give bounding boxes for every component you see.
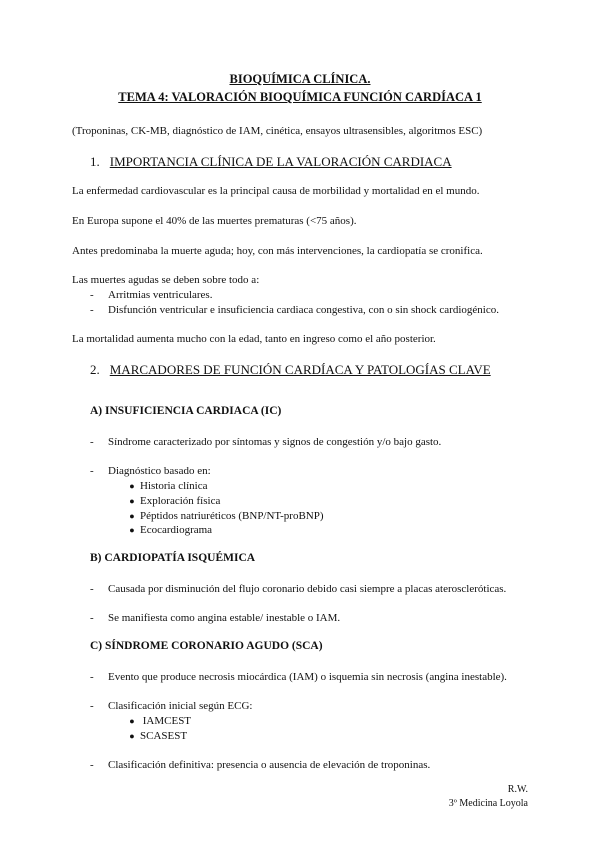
- list-item: - Se manifiesta como angina estable/ inestable o IAM.: [90, 612, 341, 624]
- bullet-item: ● Péptidos natriuréticos (BNP/NT-proBNP): [129, 510, 324, 522]
- subsection-b-heading: B) CARDIOPATÍA ISQUÉMICA: [90, 552, 256, 564]
- document-title: BIOQUÍMICA CLÍNICA.: [229, 72, 371, 86]
- bullet-text: IAMCEST: [140, 715, 192, 727]
- paragraph: Las muertes agudas se deben sobre todo a:: [72, 274, 260, 286]
- paragraph: La enfermedad cardiovascular es la principal causa de morbilidad y mortalidad en el mundo.: [72, 185, 480, 197]
- list-item-text: Clasificación definitiva: presencia o ausencia de elevación de troponinas.: [108, 759, 431, 771]
- section-title: MARCADORES DE FUNCIÓN CARDÍACA Y PATOLOGÍAS CLAVE: [109, 362, 491, 377]
- list-item: - Arritmias ventriculares.: [90, 289, 213, 301]
- paragraph: En Europa supone el 40% de las muertes prematuras (<75 años).: [72, 215, 357, 227]
- list-item-text: Síndrome caracterizado por síntomas y signos de congestión y/o bajo gasto.: [108, 436, 442, 448]
- bullet-text: Historia clínica: [140, 480, 208, 492]
- list-item-text: Evento que produce necrosis miocárdica (IAM) o isquemia sin necrosis (angina inestable).: [108, 671, 507, 683]
- list-item: - Síndrome caracterizado por síntomas y signos de congestión y/o bajo gasto.: [90, 436, 442, 448]
- footer-author: R.W.: [507, 784, 528, 795]
- list-item: - Disfunción ventricular e insuficiencia cardiaca congestiva, con o sin shock cardiogénico.: [90, 304, 499, 316]
- paragraph: Antes predominaba la muerte aguda; hoy, con más intervenciones, la cardiopatía se cronifica.: [72, 245, 483, 257]
- bullet-item: ● Exploración física: [129, 495, 221, 507]
- subsection-a-heading: A) INSUFICIENCIA CARDIACA (IC): [90, 405, 282, 417]
- subsection-c-heading: C) SÍNDROME CORONARIO AGUDO (SCA): [90, 640, 323, 652]
- list-item: - Clasificación inicial según ECG:: [90, 700, 253, 712]
- bullet-item: ● IAMCEST: [129, 715, 192, 727]
- section-number: 2.: [90, 362, 100, 377]
- document-topic-title: TEMA 4: VALORACIÓN BIOQUÍMICA FUNCIÓN CARDÍACA 1: [118, 90, 482, 104]
- bullet-text: Exploración física: [140, 495, 221, 507]
- list-item-text: Arritmias ventriculares.: [108, 289, 213, 301]
- list-item: - Clasificación definitiva: presencia o ausencia de elevación de troponinas.: [90, 759, 431, 771]
- section-2-heading: [90, 361, 491, 379]
- bullet-text: Péptidos natriuréticos (BNP/NT-proBNP): [140, 510, 324, 522]
- footer-course: 3º Medicina Loyola: [448, 798, 528, 809]
- list-item-text: Diagnóstico basado en:: [108, 465, 211, 477]
- bullet-item: ● Historia clínica: [129, 480, 208, 492]
- bullet-item: ● Ecocardiograma: [129, 524, 213, 536]
- list-item: - Diagnóstico basado en:: [90, 465, 211, 477]
- paragraph: La mortalidad aumenta mucho con la edad, tanto en ingreso como el año posterior.: [72, 333, 436, 345]
- bullet-text: Ecocardiograma: [140, 524, 213, 536]
- bullet-text: SCASEST: [140, 730, 188, 742]
- bullet-item: ● SCASEST: [129, 730, 188, 742]
- list-item-text: Clasificación inicial según ECG:: [108, 700, 253, 712]
- list-item: - Evento que produce necrosis miocárdica (IAM) o isquemia sin necrosis (angina inestable).: [90, 671, 507, 683]
- list-item-text: Disfunción ventricular e insuficiencia cardiaca congestiva, con o sin shock cardiogénico.: [108, 304, 499, 316]
- list-item-text: Se manifiesta como angina estable/ inestable o IAM.: [108, 612, 341, 624]
- section-1-heading: [90, 153, 452, 171]
- section-title: IMPORTANCIA CLÍNICA DE LA VALORACIÓN CARDIACA: [109, 154, 452, 169]
- list-item-text: Causada por disminución del flujo coronario debido casi siempre a placas ateroscleróticas.: [108, 583, 507, 595]
- list-item: - Causada por disminución del flujo coronario debido casi siempre a placas ateroscleróticas.: [90, 583, 507, 595]
- topic-keywords: (Troponinas, CK-MB, diagnóstico de IAM, cinética, ensayos ultrasensibles, algoritmos ESC): [72, 125, 483, 137]
- section-number: 1.: [90, 154, 100, 169]
